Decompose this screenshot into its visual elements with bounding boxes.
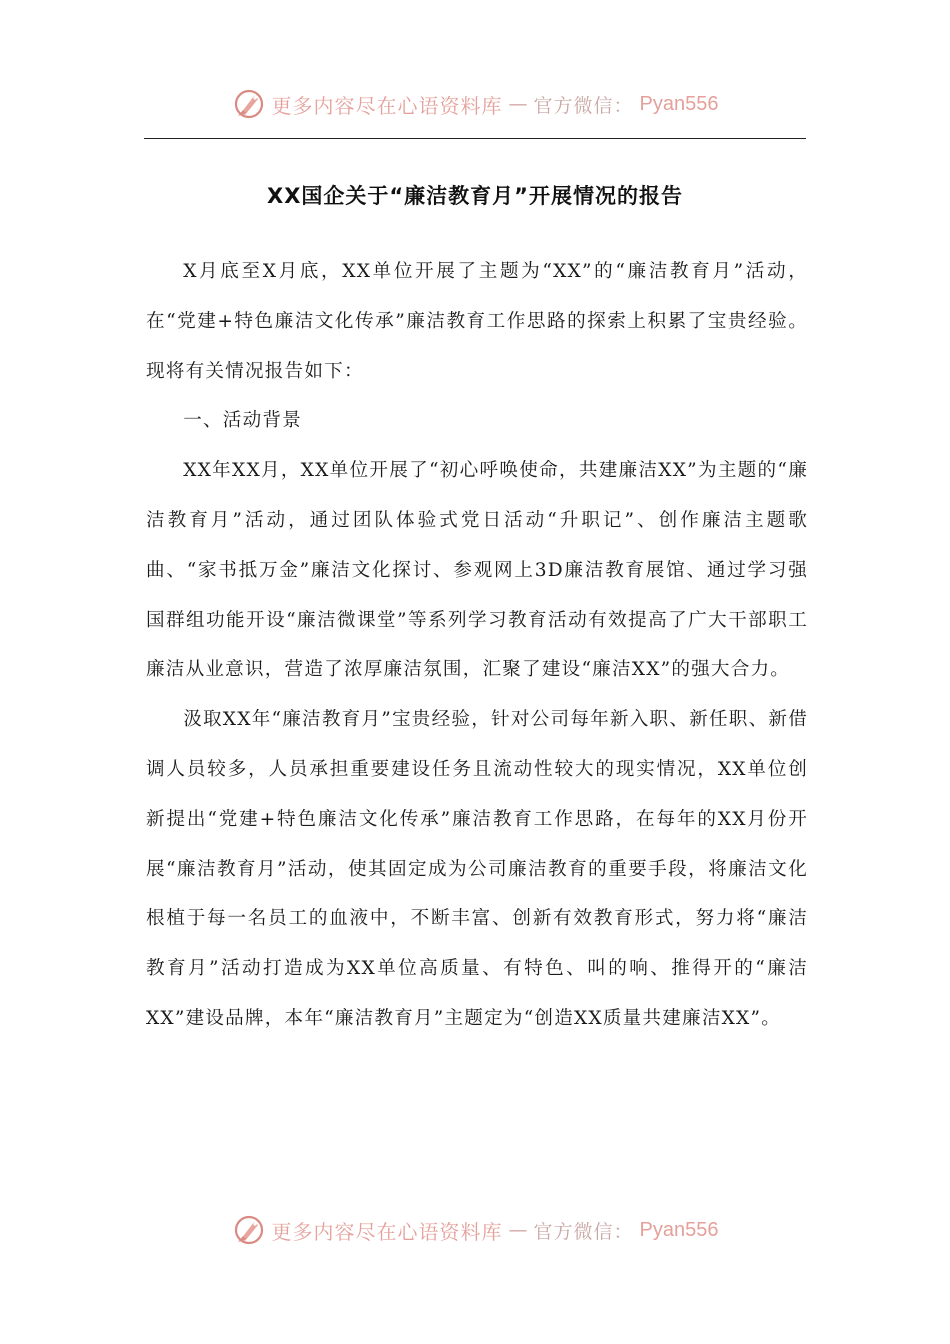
banner-separator: —: [508, 1219, 528, 1241]
document-body: [146, 247, 808, 1044]
header-divider: [144, 138, 806, 139]
banner-text: 更多内容尽在心语资料库: [271, 1219, 503, 1244]
banner-wechat-id: Pyan556: [639, 1218, 719, 1241]
document-title: XX国企关于“廉洁教育月”开展情况的报告: [267, 184, 683, 208]
banner-label: 官方微信：: [533, 94, 634, 117]
body-paragraph: XX年XX月，XX单位开展了“初心呼唤使命，共建廉洁XX”为主题的“廉洁教育月”活动，通过团队体验式党日活动“升职记”、创作廉洁主题歌曲、“家书抵万金”廉洁文化探讨、参观网上3D廉洁教育展馆、通过学习强国群组功能开设“廉洁微课堂”等系列学习教育活动有效提高了广大干部职工廉洁从业意识，营造了浓厚廉洁氛围，汇聚了建设“廉洁XX”的强大合力。: [146, 460, 808, 681]
pen-nib-logo-icon: [232, 1213, 266, 1247]
body-paragraph: 汲取XX年“廉洁教育月”宝贵经验，针对公司每年新入职、新任职、新借调人员较多，人员承担重要建设任务且流动性较大的现实情况，XX单位创新提出“党建+特色廉洁文化传承”廉洁教育工作思路，在每年的XX月份开展“廉洁教育月”活动，使其固定成为公司廉洁教育的重要手段，将廉洁文化根植于每一名员工的血液中，不断丰富、创新有效教育形式，努力将“廉洁教育月”活动打造成为XX单位高质量、有特色、叫的响、推得开的“廉洁XX”建设品牌，本年“廉洁教育月”主题定为“创造XX质量共建廉洁XX”。: [146, 709, 808, 1029]
banner-label: 官方微信：: [533, 1220, 634, 1243]
footer-banner: [0, 1210, 950, 1250]
banner-text: 更多内容尽在心语资料库: [271, 93, 503, 118]
banner-separator: —: [508, 93, 528, 115]
banner-wechat-id: Pyan556: [639, 92, 719, 115]
header-banner: [0, 84, 950, 124]
pen-nib-logo-icon: [232, 87, 266, 121]
intro-paragraph: X月底至X月底，XX单位开展了主题为“XX”的“廉洁教育月”活动，在“党建+特色廉洁文化传承”廉洁教育工作思路的探索上积累了宝贵经验。现将有关情况报告如下：: [146, 261, 808, 382]
section-heading: 一、活动背景: [183, 410, 302, 432]
